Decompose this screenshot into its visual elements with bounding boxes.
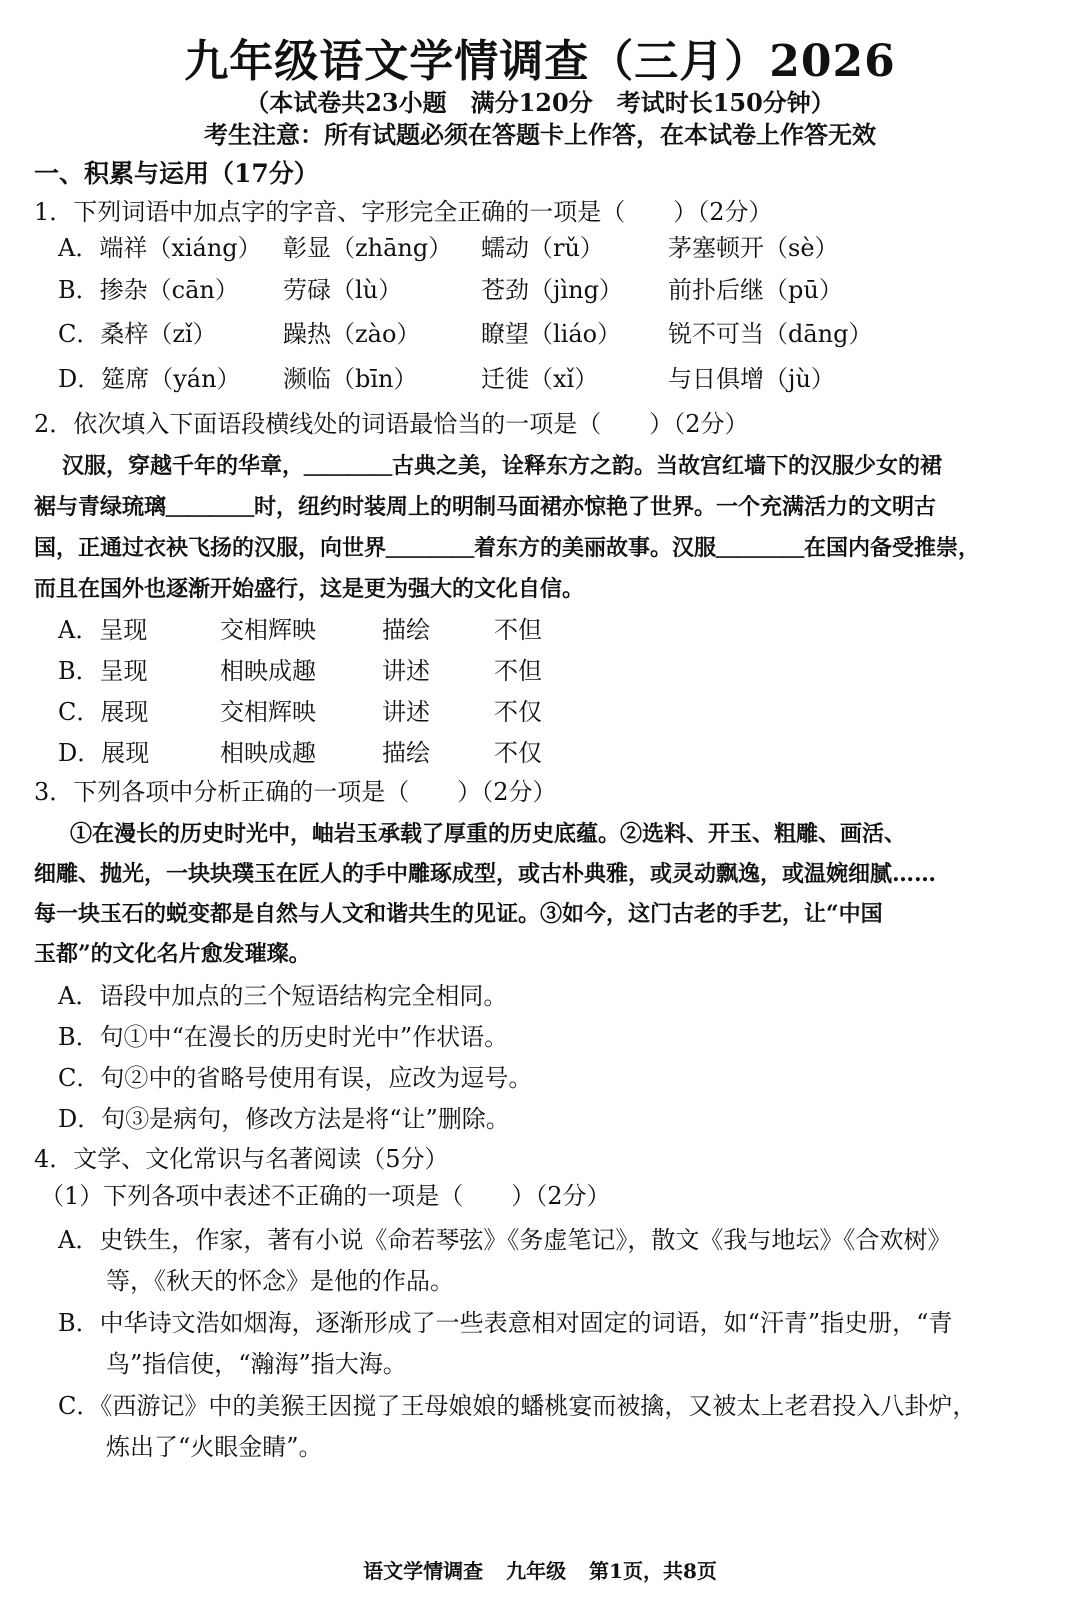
question-4-option: 等，《秋天的怀念》是他的作品。 — [58, 1267, 454, 1295]
option-cell: C．桑梓（zǐ） — [58, 320, 217, 348]
question-2-passage-line: 汉服，穿越千年的华章，＿＿＿＿古典之美，诠释东方之韵。当故宫红墙下的汉服少女的裙 — [62, 453, 943, 479]
option-cell: 讲述 — [382, 698, 430, 726]
question-4-option: C．《西游记》中的美猴王因搅了王母娘娘的蟠桃宴而被擒，又被太上老君投入八卦炉， — [58, 1392, 977, 1420]
exam-notice: 考生注意：所有试题必须在答题卡上作答，在本试卷上作答无效 — [204, 120, 876, 149]
question-3-passage-line: 每一块玉石的蜕变都是自然与人文和谐共生的见证。③如今，这门古老的手艺，让“中国 — [34, 901, 883, 927]
option-cell: 相映成趣 — [220, 657, 316, 685]
option-cell: 彰显（zhāng） — [283, 234, 453, 262]
question-4-stem: 4．文学、文化常识与名著阅读（5分） — [34, 1145, 449, 1173]
question-3-option: D．句③是病句，修改方法是将“让”删除。 — [58, 1105, 510, 1133]
question-4-option: A．史铁生，作家，著有小说《命若琴弦》《务虚笔记》，散文《我与地坛》《合欢树》 — [58, 1226, 952, 1254]
question-4-option: B．中华诗文浩如烟海，逐渐形成了一些表意相对固定的词语，如“汗青”指史册，“青 — [58, 1309, 953, 1337]
option-cell: 不但 — [494, 616, 542, 644]
page-title: 九年级语文学情调查（三月）2026 — [184, 36, 896, 87]
question-1-option-row — [58, 232, 839, 264]
question-4-option: 炼出了“火眼金睛”。 — [58, 1433, 323, 1461]
question-2-option-row — [58, 737, 542, 769]
option-cell: D．展现 — [58, 739, 150, 767]
option-cell: 不仅 — [494, 698, 542, 726]
footer-page-number: 第1页，共8页 — [589, 1559, 717, 1583]
option-cell: B．呈现 — [58, 657, 148, 685]
option-cell: 描绘 — [382, 739, 430, 767]
option-cell: 与日俱增（jù） — [668, 365, 835, 393]
option-cell: A．呈现 — [58, 616, 148, 644]
page-footer — [0, 1555, 1080, 1584]
option-cell: C．展现 — [58, 698, 149, 726]
exam-info: （本试卷共23小题 满分120分 考试时长150分钟） — [245, 88, 835, 117]
option-cell: 不仅 — [494, 739, 542, 767]
section-heading: 一、积累与运用（17分） — [34, 159, 319, 188]
question-3-option: C．句②中的省略号使用有误，应改为逗号。 — [58, 1064, 533, 1092]
question-2-passage-line: 裾与青绿琉璃＿＿＿＿时，纽约时装周上的明制马面裙亦惊艳了世界。一个充满活力的文明古 — [34, 494, 937, 520]
option-cell: 劳碌（lù） — [283, 276, 403, 304]
footer-subject: 语文学情调查 — [363, 1559, 484, 1583]
question-1-option-row — [58, 363, 835, 395]
question-1-stem: 1．下列词语中加点字的字音、字形完全正确的一项是（ ）（2分） — [34, 198, 773, 226]
option-cell: A．端祥（xiáng） — [58, 234, 262, 262]
question-1-option-row — [58, 274, 843, 306]
question-3-passage-line: 细雕、抛光，一块块璞玉在匠人的手中雕琢成型，或古朴典雅，或灵动飘逸，或温婉细腻…… — [34, 861, 937, 887]
option-cell: 交相辉映 — [220, 698, 316, 726]
option-cell: 锐不可当（dāng） — [668, 320, 873, 348]
question-1-option-row — [58, 318, 873, 350]
question-2-passage-line: 而且在国外也逐渐开始盛行，这是更为强大的文化自信。 — [34, 576, 585, 602]
option-cell: 描绘 — [382, 616, 430, 644]
question-2-stem: 2．依次填入下面语段横线处的词语最恰当的一项是（ ）（2分） — [34, 410, 749, 438]
footer-grade: 九年级 — [506, 1559, 567, 1583]
option-cell: 不但 — [494, 657, 542, 685]
option-cell: 相映成趣 — [220, 739, 316, 767]
option-cell: 迁徙（xǐ） — [481, 365, 599, 393]
question-3-option: A．语段中加点的三个短语结构完全相同。 — [58, 982, 508, 1010]
option-cell: 瞭望（liáo） — [481, 320, 622, 348]
option-cell: 茅塞顿开（sè） — [668, 234, 839, 262]
option-cell: 躁热（zào） — [283, 320, 421, 348]
question-4-sub1-stem: （1）下列各项中表述不正确的一项是（ ）（2分） — [40, 1182, 611, 1210]
option-cell: 交相辉映 — [220, 616, 316, 644]
question-2-passage-line: 国，正通过衣袂飞扬的汉服，向世界＿＿＿＿着东方的美丽故事。汉服＿＿＿＿在国内备受推崇， — [34, 535, 981, 561]
option-cell: 蠕动（rǔ） — [481, 234, 604, 262]
question-2-option-row — [58, 655, 542, 687]
question-2-option-row — [58, 696, 542, 728]
question-3-passage-line: 玉都”的文化名片愈发璀璨。 — [34, 941, 311, 967]
question-3-option: B．句①中“在漫长的历史时光中”作状语。 — [58, 1023, 509, 1051]
question-3-stem: 3．下列各项中分析正确的一项是（ ）（2分） — [34, 778, 557, 806]
question-2-option-row — [58, 614, 542, 646]
option-cell: 苍劲（jìng） — [481, 276, 623, 304]
question-4-option: 鸟”指信使，“瀚海”指大海。 — [58, 1350, 407, 1378]
option-cell: B．掺杂（cān） — [58, 276, 239, 304]
option-cell: 讲述 — [382, 657, 430, 685]
option-cell: 濒临（bīn） — [283, 365, 418, 393]
option-cell: 前扑后继（pū） — [668, 276, 843, 304]
option-cell: D．筵席（yán） — [58, 365, 241, 393]
question-3-passage-line: ①在漫长的历史时光中，岫岩玉承载了厚重的历史底蕴。②选料、开玉、粗雕、画活、 — [70, 821, 907, 847]
